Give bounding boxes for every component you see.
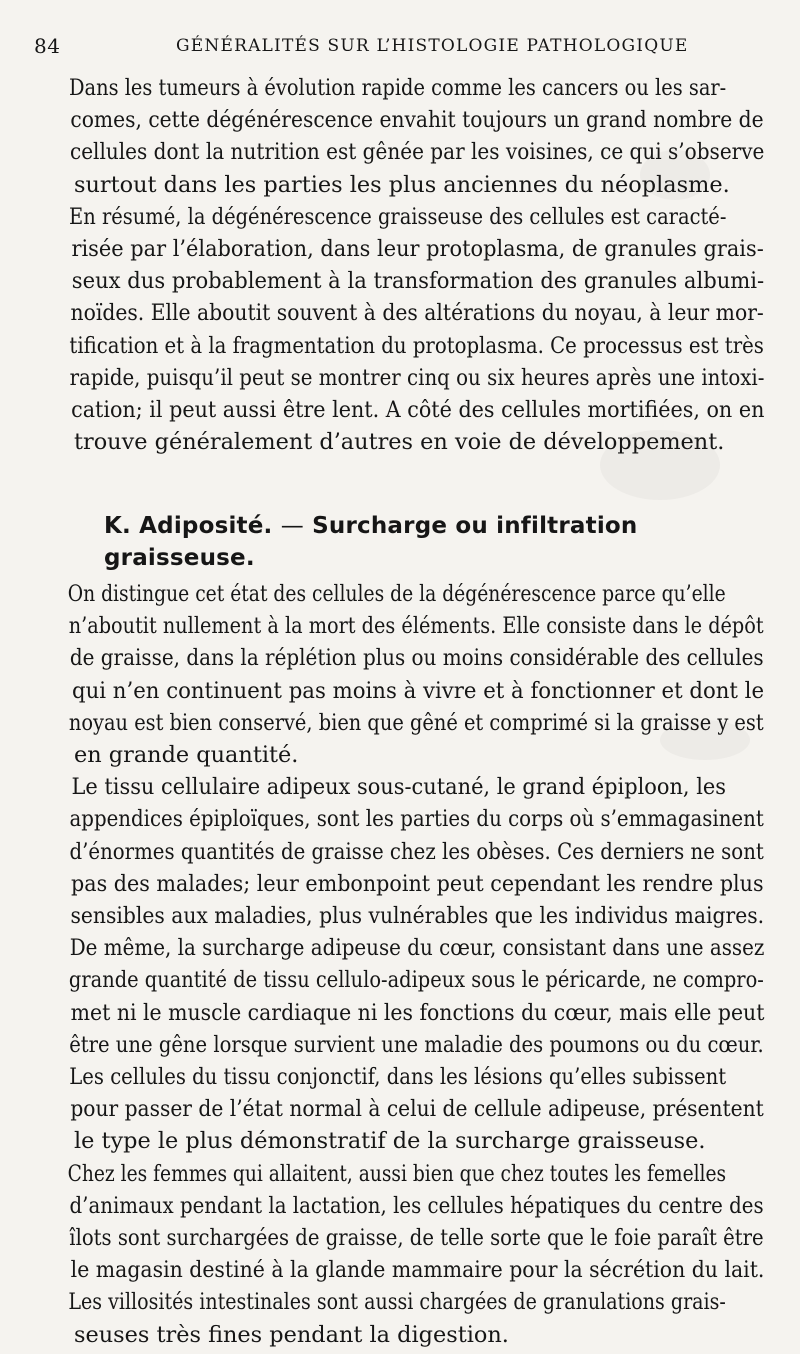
page-number: 84 (34, 34, 61, 58)
text-line: de graisse, dans la réplétion plus ou moins considérable des cellules (69, 645, 764, 672)
top-text-block (36, 72, 764, 458)
text-line: d’énormes quantités de graisse chez les obèses. Ces derniers ne sont (69, 838, 764, 865)
text-line: le type le plus démonstratif de la surcharge graisseuse. (74, 1128, 706, 1155)
text-line: rapide, puisqu’il peut se montrer cinq ou six heures après une intoxi- (69, 364, 765, 391)
page-header (34, 34, 764, 60)
paragraph-tissu-conjonctif (36, 1061, 764, 1158)
text-line: grande quantité de tissu cellulo-adipeux sous le péricarde, ne compro- (68, 967, 764, 994)
text-line: surtout dans les parties les plus anciennes du néoplasme. (74, 171, 730, 198)
text-line: On distingue cet état des cellules de la dégénérescence parce qu’elle (67, 581, 726, 607)
section-heading-title: Surcharge ou infiltration graisseuse. (104, 513, 638, 571)
paragraph-villosites (36, 1286, 764, 1350)
text-line: De même, la surcharge adipeuse du cœur, consistant dans une assez (69, 935, 765, 962)
text-line: comes, cette dégénérescence envahit toujours un grand nombre de (70, 107, 764, 134)
text-line: noyau est bien conservé, bien que gêné et comprimé si la graisse y est (68, 709, 764, 736)
paragraph-lactation (36, 1158, 764, 1287)
text-line: cellules dont la nutrition est gênée par les voisines, ce qui s’observe (69, 139, 765, 166)
text-line: risée par l’élaboration, dans leur protoplasma, de granules grais- (71, 236, 764, 263)
text-line: en grande quantité. (74, 742, 299, 769)
paragraph-resume (36, 201, 764, 459)
text-line: sensibles aux maladies, plus vulnérables que les individus maigres. (70, 903, 765, 930)
bottom-text-block (36, 578, 764, 1351)
text-line: met ni le muscle cardiaque ni les fonctions du cœur, mais elle peut (70, 999, 765, 1026)
section-heading (104, 510, 744, 574)
text-line: Chez les femmes qui allaitent, aussi bien que chez toutes les femelles (67, 1160, 727, 1187)
text-line: noïdes. Elle aboutit souvent à des altérations du noyau, à leur mor- (70, 300, 764, 327)
text-line: n’aboutit nullement à la mort des éléments. Elle consiste dans le dépôt (68, 613, 764, 640)
section-heading-dash: — (280, 513, 304, 539)
text-line: pas des malades; leur embonpoint peut cependant les rendre plus (71, 870, 764, 897)
paragraph-distingue (36, 578, 764, 771)
text-line: pour passer de l’état normal à celui de cellule adipeuse, présentent (70, 1096, 764, 1123)
text-line: qui n’en continuent pas moins à vivre et à fonctionner et dont le (72, 677, 765, 704)
text-line: tification et à la fragmentation du protoplasma. Ce processus est très (69, 332, 764, 359)
text-line: Les cellules du tissu conjonctif, dans les lésions qu’elles subissent (69, 1064, 727, 1091)
text-line: appendices épiploïques, sont les parties du corps où s’emmagasinent (69, 806, 764, 833)
running-title: GÉNÉRALITÉS SUR L’HISTOLOGIE PATHOLOGIQUE (176, 36, 689, 56)
text-line: cation; il peut aussi être lent. A côté des cellules mortifiées, on en (71, 397, 765, 424)
text-line: le magasin destiné à la glande mammaire pour la sécrétion du lait. (70, 1257, 765, 1284)
text-line: En résumé, la dégénérescence graisseuse des cellules est caracté- (69, 203, 727, 230)
paragraph-tissu-adipeux (36, 771, 764, 1061)
text-line: seux dus probablement à la transformation des granules albumi- (71, 268, 765, 295)
text-line: Le tissu cellulaire adipeux sous-cutané, le grand épiploon, les (71, 774, 727, 801)
text-line: Dans les tumeurs à évolution rapide comme les cancers ou les sar- (68, 75, 727, 101)
text-line: seuses très fines pendant la digestion. (74, 1321, 509, 1348)
section-heading-label: K. Adiposité. (104, 513, 273, 539)
text-line: d’animaux pendant la lactation, les cellules hépatiques du centre des (69, 1192, 764, 1219)
paragraph-tumeurs (36, 72, 764, 201)
text-line: trouve généralement d’autres en voie de développement. (74, 429, 725, 456)
text-line: îlots sont surchargées de graisse, de telle sorte que le foie paraît être (69, 1225, 764, 1252)
text-line: Les villosités intestinales sont aussi chargées de granulations grais- (68, 1289, 726, 1316)
text-line: être une gêne lorsque survient une maladie des poumons ou du cœur. (69, 1031, 764, 1058)
